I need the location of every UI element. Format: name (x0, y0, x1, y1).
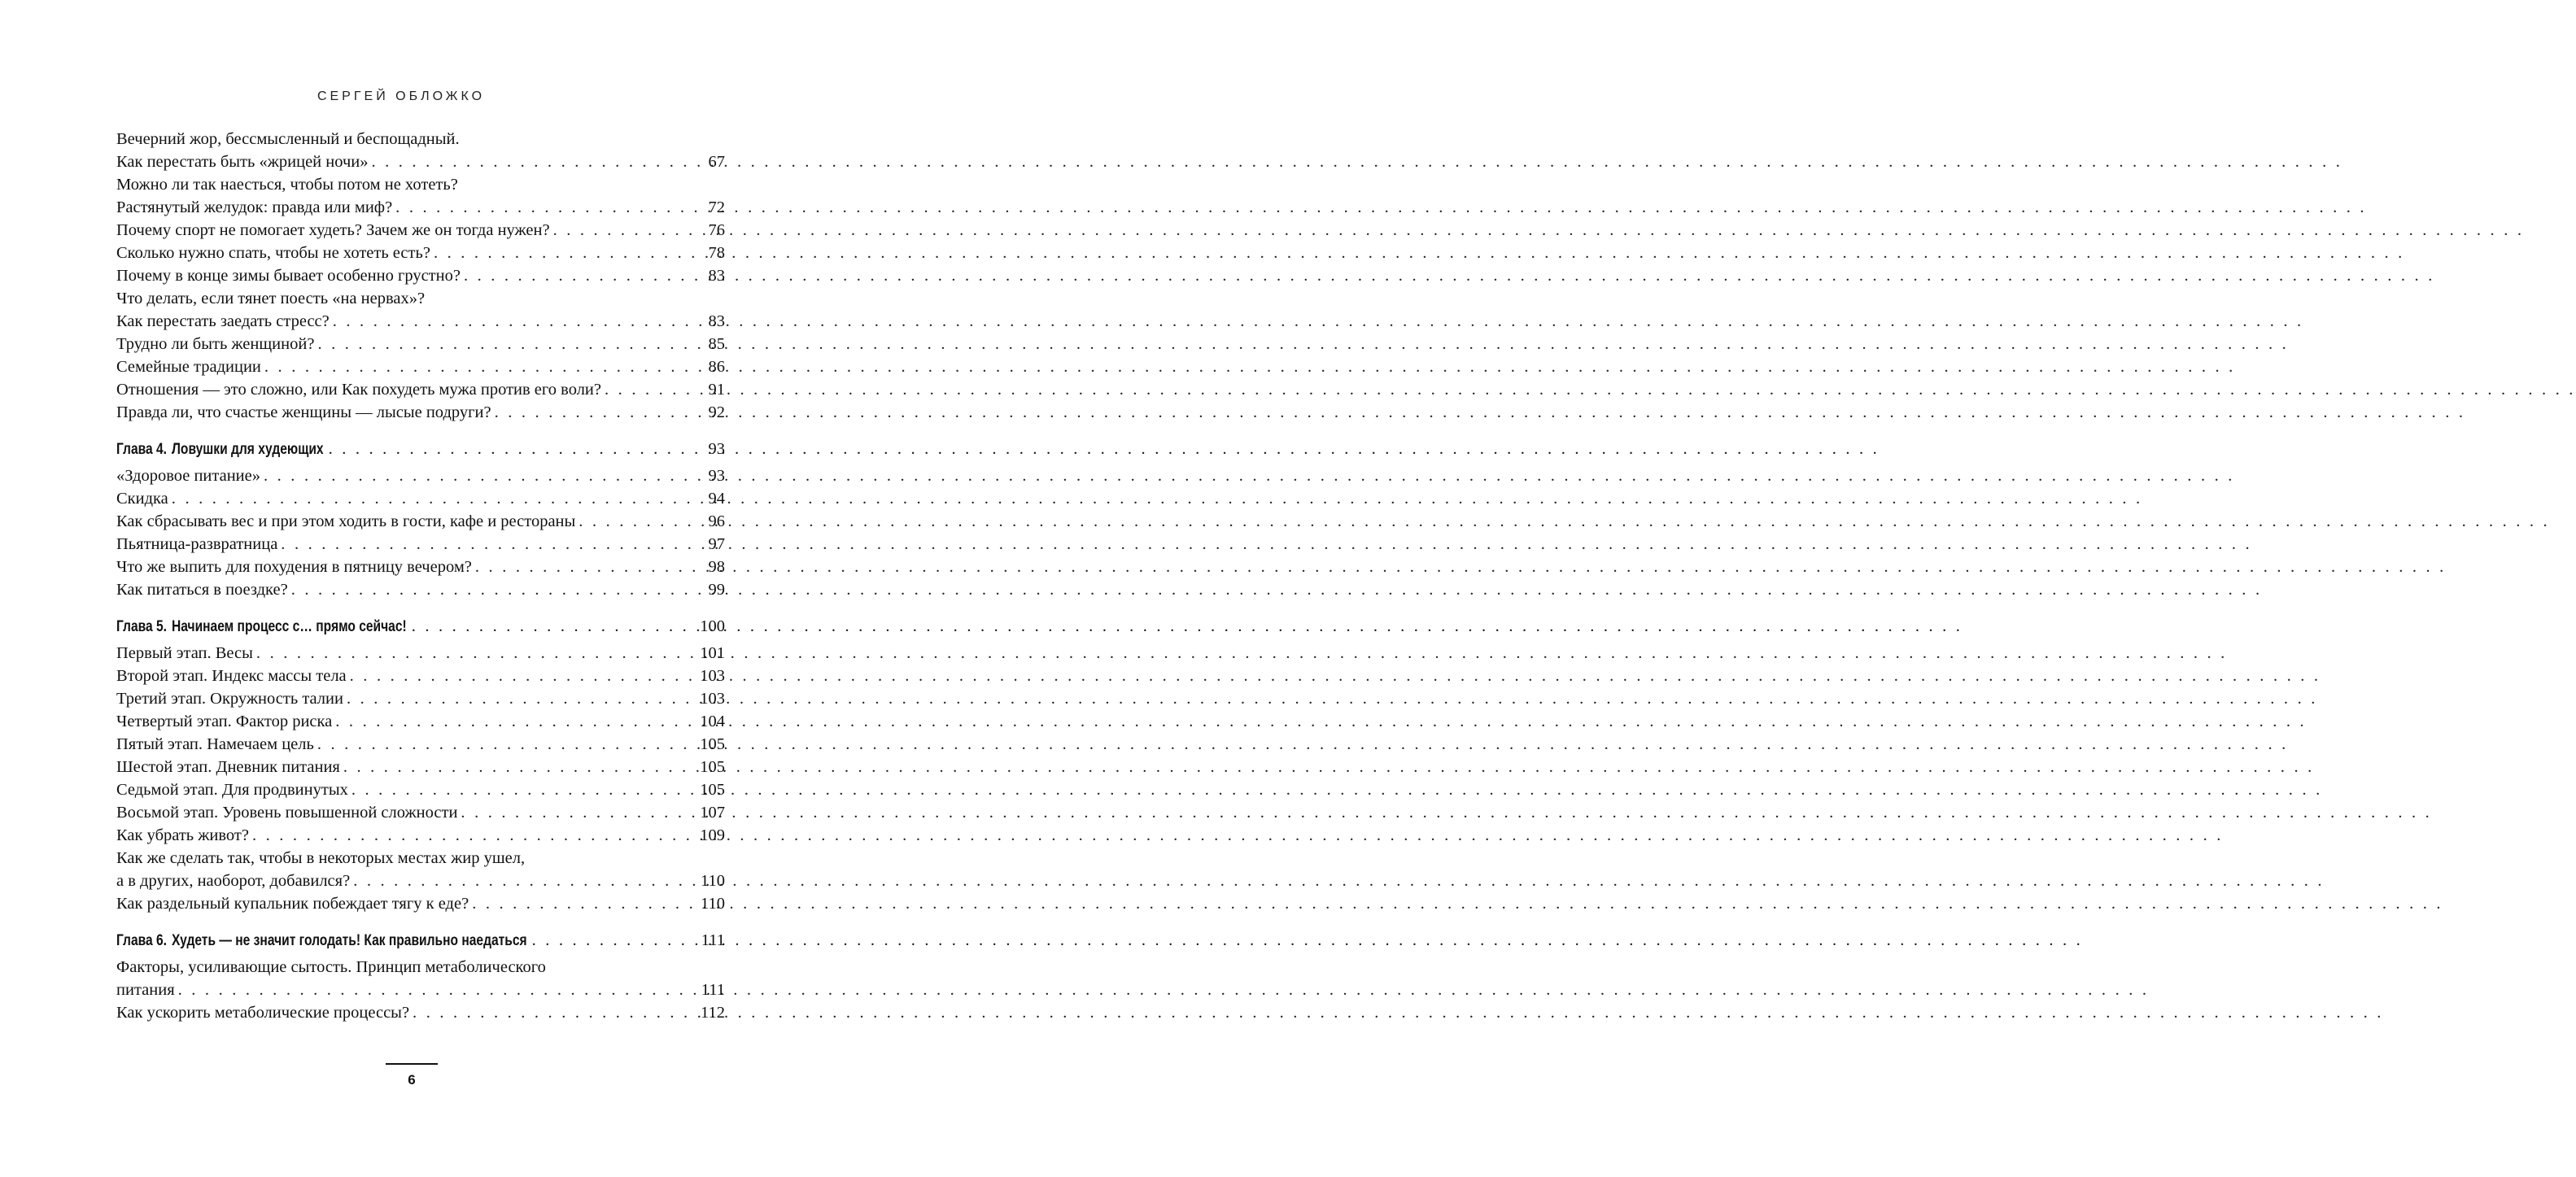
chapter-title: Ловушки для худеющих (171, 441, 324, 458)
toc-entry (116, 892, 725, 915)
toc-entry-page: 105 (700, 758, 725, 776)
toc-entry-page: 98 (708, 558, 725, 576)
toc-entry (116, 510, 725, 533)
toc-entry (116, 219, 725, 242)
toc-entry (116, 533, 725, 556)
toc-entry (116, 378, 725, 401)
toc-entry-title: Восьмой этап. Уровень повышенной сложности (116, 804, 458, 822)
leader-dots (532, 928, 698, 952)
leader-dots (329, 437, 705, 461)
toc-entry (116, 710, 725, 733)
toc-entry-title: Третий этап. Окружность талии (116, 690, 343, 708)
toc-entry-title-line1: Как же сделать так, чтобы в некоторых местах жир ушел, (116, 849, 526, 867)
toc-entry-page: 107 (700, 804, 725, 822)
toc-entry-title: Трудно ли быть женщиной? (116, 335, 315, 353)
leader-dots (495, 401, 705, 424)
toc-entry-page: 104 (700, 713, 725, 730)
toc-entry (116, 150, 725, 173)
leader-dots (264, 464, 705, 487)
leader-dots (395, 196, 705, 219)
chapter-page: 100 (700, 617, 725, 635)
leader-dots (413, 1001, 697, 1024)
leader-dots (264, 355, 705, 378)
chapter-label: Глава 6. (116, 932, 167, 949)
toc-entry-title: Шестой этап. Дневник питания (116, 758, 340, 776)
toc-entry (116, 1001, 725, 1024)
toc-intro-line: Вечерний жор, бессмысленный и беспощадный. (116, 130, 460, 148)
toc-entry (116, 687, 725, 710)
leader-dots (371, 150, 705, 173)
toc-entry (116, 355, 725, 378)
leader-dots (317, 733, 696, 756)
toc-entry-page: 86 (708, 358, 725, 376)
leader-dots (351, 778, 696, 801)
leader-dots (461, 801, 696, 824)
toc-entry-page: 76 (708, 221, 725, 239)
toc-entry-page: 110 (701, 872, 725, 890)
toc-entry (116, 870, 725, 892)
toc-entry (116, 665, 725, 687)
leader-dots (553, 219, 705, 242)
leader-dots (281, 533, 705, 556)
toc-entry (116, 642, 725, 665)
toc-entry-title: Как перестать быть «жрицей ночи» (116, 153, 369, 171)
chapter-label: Глава 4. (116, 441, 167, 458)
toc-entry (116, 801, 725, 824)
toc-entry-title: Пятый этап. Намечаем цель (116, 735, 314, 753)
toc-entry-page: 99 (708, 581, 725, 599)
toc-entry-page: 101 (700, 644, 725, 662)
toc-entry-page: 83 (708, 267, 725, 285)
toc-entry (116, 824, 725, 847)
toc-entry-title: Семейные традиции (116, 358, 261, 376)
toc-entry-title: Почему в конце зимы бывает особенно грустно? (116, 267, 461, 285)
toc-entry-title-line2: питания (116, 981, 175, 999)
page-number: 6 (408, 1072, 416, 1088)
leader-dots (178, 979, 698, 1001)
toc-entry-title: Как питаться в поездке? (116, 581, 288, 599)
toc-entry-title: Второй этап. Индекс массы тела (116, 667, 347, 685)
toc-entry-title-line1: Факторы, усиливающие сытость. Принцип метаболического (116, 958, 546, 976)
toc-entry-title: Четвертый этап. Фактор риска (116, 713, 333, 730)
folio-rule (386, 1063, 438, 1065)
toc-entry-title: Седьмой этап. Для продвинутых (116, 781, 348, 799)
toc-entry-page: 112 (701, 1004, 725, 1022)
toc-entry-title: Как сбрасывать вес и при этом ходить в гости, кафе и рестораны (116, 512, 576, 530)
toc-entry-title: Что делать, если тянет поесть «на нервах»? (116, 290, 426, 307)
chapter-page: 111 (701, 931, 725, 949)
toc-entry (116, 979, 725, 1001)
leader-dots (343, 756, 696, 778)
toc-entry-page: 91 (708, 381, 725, 399)
toc-entry-page: 92 (708, 403, 725, 421)
toc-entry-page: 105 (700, 781, 725, 799)
chapter-title: Худеть — не значит голодать! Как правильно наедаться (171, 932, 527, 949)
leader-dots (256, 642, 696, 665)
toc-entry-page: 110 (701, 895, 725, 913)
leader-dots (350, 665, 697, 687)
toc-entry (116, 778, 725, 801)
toc-entry-page: 78 (708, 244, 725, 262)
table-of-contents (116, 128, 725, 1024)
toc-entry-page: 67 (708, 153, 725, 171)
toc-entry-title: Как убрать живот? (116, 826, 249, 844)
toc-entry-title: Что же выпить для похудения в пятницу вечером? (116, 558, 472, 576)
chapter-5-heading (116, 614, 725, 639)
leader-dots (252, 824, 696, 847)
leader-dots (464, 264, 705, 287)
toc-entry (116, 464, 725, 487)
leader-dots (579, 510, 705, 533)
running-head: СЕРГЕЙ ОБЛОЖКО (317, 89, 486, 103)
toc-entry (116, 310, 725, 333)
leader-dots (353, 870, 697, 892)
toc-entry-title: Как ускорить метаболические процессы? (116, 1004, 410, 1022)
leader-dots (475, 556, 705, 578)
toc-entry (116, 756, 725, 778)
leader-dots (335, 710, 696, 733)
toc-entry-title: Как раздельный купальник побеждает тягу к еде? (116, 895, 469, 913)
toc-entry-page: 85 (708, 335, 725, 353)
toc-entry-title: Можно ли так наесться, чтобы потом не хотеть? (116, 176, 458, 194)
toc-entry-title: Правда ли, что счастье женщины — лысые подруги? (116, 403, 491, 421)
toc-entry-page: 103 (700, 690, 725, 708)
toc-entry-title: Растянутый желудок: правда или миф? (116, 198, 393, 216)
chapter-4-heading (116, 437, 725, 461)
leader-dots (333, 310, 705, 333)
toc-entry (116, 487, 725, 510)
toc-entry-page: 94 (708, 490, 725, 508)
chapter-label: Глава 5. (116, 618, 167, 635)
leader-dots (472, 892, 697, 915)
toc-entry-title: Почему спорт не помогает худеть? Зачем же он тогда нужен? (116, 221, 550, 239)
leader-dots (347, 687, 696, 710)
chapter-title: Начинаем процесс с… прямо сейчас! (171, 618, 407, 635)
leader-dots (317, 333, 705, 355)
toc-entry-page: 83 (708, 312, 725, 330)
toc-entry-title: Пьятница-развратница (116, 535, 278, 553)
toc-entry-title: «Здоровое питание» (116, 467, 260, 485)
toc-entry-page: 109 (700, 826, 725, 844)
toc-entry (116, 196, 725, 219)
chapter-6-heading (116, 928, 725, 952)
chapter-page: 93 (708, 440, 725, 458)
leader-dots (434, 242, 705, 264)
toc-entry-title: Отношения — это сложно, или Как похудеть мужа против его воли? (116, 381, 602, 399)
toc-entry (116, 333, 725, 355)
toc-entry-page: 96 (708, 512, 725, 530)
toc-entry-page: 97 (708, 535, 725, 553)
toc-entry-page: 105 (700, 735, 725, 753)
toc-entry (116, 242, 725, 264)
leader-dots (172, 487, 705, 510)
toc-entry-title-line2: а в других, наоборот, добавился? (116, 872, 351, 890)
leader-dots (291, 578, 705, 601)
leader-dots (412, 614, 697, 639)
toc-entry (116, 264, 725, 287)
toc-entry (116, 401, 725, 424)
toc-entry-page: 72 (708, 198, 725, 216)
toc-entry (116, 733, 725, 756)
toc-entry-title: Первый этап. Весы (116, 644, 253, 662)
toc-entry-page: 93 (708, 467, 725, 485)
toc-entry-title: Скидка (116, 490, 168, 508)
toc-entry (116, 578, 725, 601)
leader-dots (605, 378, 705, 401)
toc-entry-page: 103 (700, 667, 725, 685)
toc-entry-title: Сколько нужно спать, чтобы не хотеть есть? (116, 244, 430, 262)
toc-entry-title: Как перестать заедать стресс? (116, 312, 330, 330)
toc-entry (116, 556, 725, 578)
toc-entry-page: 111 (701, 981, 725, 999)
